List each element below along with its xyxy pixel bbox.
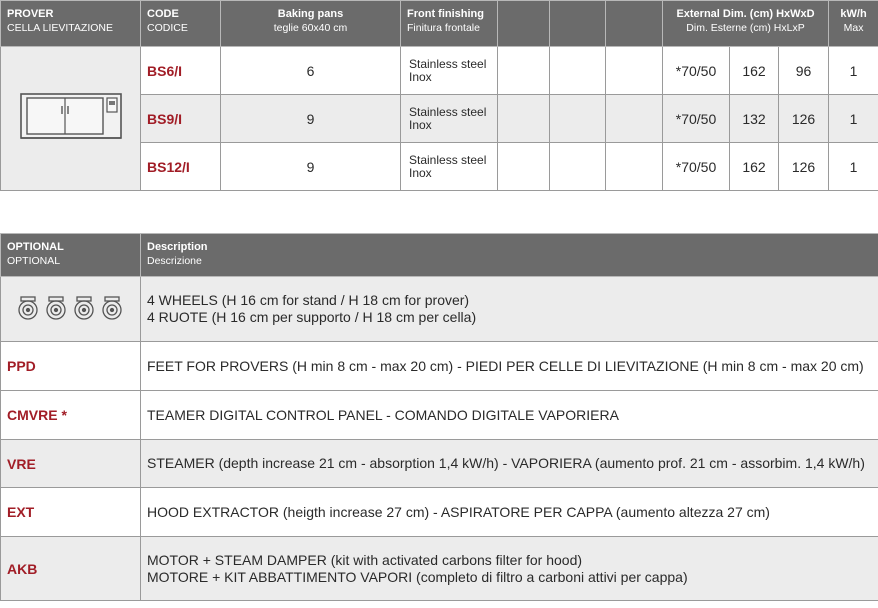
optional-code: PPD [1,342,141,391]
prover-empty-cell [498,95,550,143]
optional-description: HOOD EXTRACTOR (heigth increase 27 cm) - ASPIRATORE PER CAPPA (aumento altezza 27 cm) [141,488,878,537]
prover-kw: 1 [829,95,878,143]
optional-header-code: OPTIONAL OPTIONAL [1,234,141,277]
prover-image-cell [1,47,141,191]
prover-finish: Stainless steel Inox [401,47,498,95]
prover-pans: 9 [221,95,401,143]
prover-header-finish: Front finishing Finitura frontale [401,1,498,47]
prover-pans: 9 [221,143,401,191]
prover-dim-d: 96 [779,47,829,95]
prover-header-empty-3 [606,1,663,47]
prover-code: BS6/I [141,47,221,95]
prover-header-pans: Baking pans teglie 60x40 cm [221,1,401,47]
prover-dim-d: 126 [779,95,829,143]
optional-description: TEAMER DIGITAL CONTROL PANEL - COMANDO DIGITALE VAPORIERA [141,391,878,440]
prover-empty-cell [498,47,550,95]
prover-empty-cell [606,95,663,143]
prover-finish: Stainless steel Inox [401,95,498,143]
prover-header-category: PROVER CELLA LIEVITAZIONE [1,1,141,47]
prover-finish: Stainless steel Inox [401,143,498,191]
optional-description: STEAMER (depth increase 21 cm - absorption 1,4 kW/h) - VAPORIERA (aumento prof. 21 cm - assorbim. 1,4 kW/h) [141,440,878,488]
prover-dim-h: *70/50 [663,47,730,95]
optional-description: MOTOR + STEAM DAMPER (kit with activated carbons filter for hood) MOTORE + KIT ABBATTIMENTO VAPORI (completo di filtro a carboni attivi per cappa) [141,537,878,601]
prover-row [1,47,878,95]
optional-header-row [1,234,878,277]
prover-header-empty-2 [550,1,606,47]
prover-header-row [1,1,878,47]
prover-table [0,0,878,191]
optional-code: EXT [1,488,141,537]
optional-row [1,342,878,391]
prover-empty-cell [498,143,550,191]
optional-table [0,233,878,601]
prover-header-code: CODE CODICE [141,1,221,47]
prover-dim-w: 162 [730,47,779,95]
optional-icon-cell [1,277,141,342]
prover-empty-cell [550,143,606,191]
prover-dim-w: 132 [730,95,779,143]
optional-row [1,391,878,440]
prover-header-dims: External Dim. (cm) HxWxD Dim. Esterne (cm) HxLxP [663,1,829,47]
optional-code: AKB [1,537,141,601]
optional-row [1,488,878,537]
prover-dim-d: 126 [779,143,829,191]
prover-pans: 6 [221,47,401,95]
optional-description: 4 WHEELS (H 16 cm for stand / H 18 cm for prover) 4 RUOTE (H 16 cm per supporto / H 18 cm per cella) [141,277,878,342]
optional-row [1,277,878,342]
prover-dim-h: *70/50 [663,95,730,143]
prover-code: BS9/I [141,95,221,143]
prover-empty-cell [550,95,606,143]
prover-empty-cell [606,47,663,95]
optional-description: FEET FOR PROVERS (H min 8 cm - max 20 cm) - PIEDI PER CELLE DI LIEVITAZIONE (H min 8 cm - max 20 cm) [141,342,878,391]
prover-dim-h: *70/50 [663,143,730,191]
optional-code: CMVRE * [1,391,141,440]
prover-empty-cell [550,47,606,95]
prover-kw: 1 [829,143,878,191]
prover-header-empty-1 [498,1,550,47]
prover-cabinet-icon [19,92,123,142]
prover-kw: 1 [829,47,878,95]
wheels-icon [15,295,127,321]
optional-header-description: Description Descrizione [141,234,878,277]
optional-row [1,440,878,488]
optional-code: VRE [1,440,141,488]
prover-dim-w: 162 [730,143,779,191]
optional-row [1,537,878,601]
prover-empty-cell [606,143,663,191]
prover-code: BS12/I [141,143,221,191]
prover-header-kw: kW/h Max [829,1,878,47]
